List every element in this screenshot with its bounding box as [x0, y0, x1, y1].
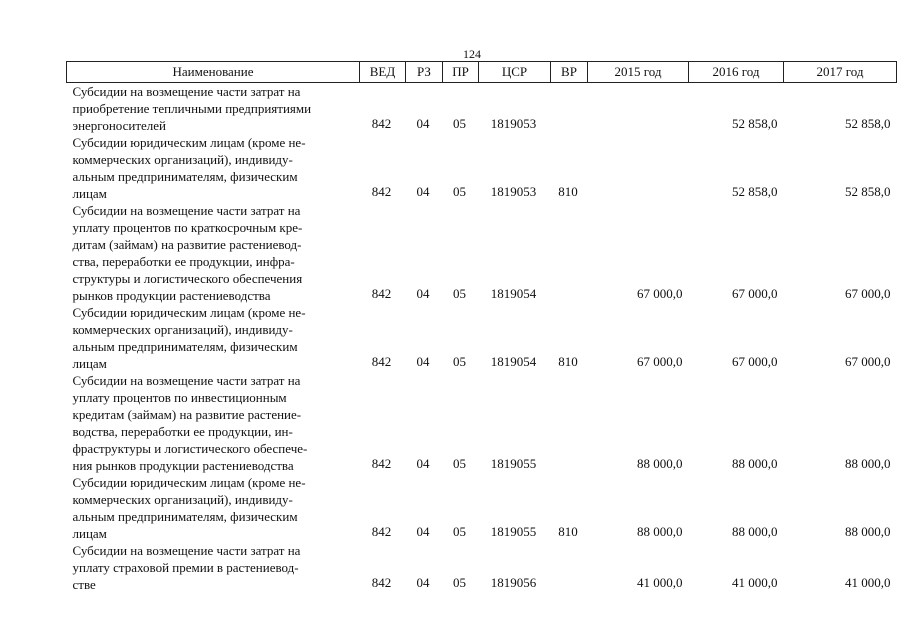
- row-name-line: ния рынков продукции растениеводства: [72, 458, 294, 473]
- row-name-line: ства, переработки ее продукции, инфра-: [72, 254, 295, 269]
- cell-y2016: 41 000,0: [732, 575, 778, 590]
- table-row: [67, 83, 897, 135]
- table-row: [67, 134, 897, 202]
- row-name-line: Субсидии юридическим лицам (кроме не-: [72, 305, 306, 320]
- cell-pr: 05: [453, 184, 466, 199]
- cell-y2016: 67 000,0: [732, 286, 778, 301]
- row-name-line: Субсидии на возмещение части затрат на: [72, 84, 301, 99]
- row-name-line: лицам: [72, 186, 107, 201]
- cell-y2017: 41 000,0: [845, 575, 891, 590]
- row-name-line: рынков продукции растениеводства: [72, 288, 271, 303]
- row-name-line: структуры и логистического обеспечения: [72, 271, 303, 286]
- cell-rz: 04: [416, 286, 430, 301]
- row-name-line: коммерческих организаций), индивиду-: [72, 152, 293, 167]
- header-2016: 2016 год: [689, 62, 784, 83]
- cell-y2015: [588, 83, 689, 135]
- row-name-line: альным предпринимателям, физическим: [72, 169, 298, 184]
- cell-y2017: 67 000,0: [845, 354, 891, 369]
- table-row: [67, 304, 897, 372]
- cell-rz: 04: [416, 575, 430, 590]
- cell-csr: 1819056: [490, 575, 537, 590]
- cell-ved: 842: [371, 354, 392, 369]
- cell-y2015: 67 000,0: [637, 286, 683, 301]
- row-name-line: уплату процентов по краткосрочным кре-: [72, 220, 303, 235]
- cell-y2017: 52 858,0: [845, 184, 891, 199]
- row-name-line: приобретение тепличными предприятиями: [72, 101, 312, 116]
- cell-csr: 1819053: [490, 116, 537, 131]
- table-header-row: [67, 62, 897, 83]
- row-name: [67, 83, 360, 135]
- cell-y2017: 52 858,0: [845, 116, 891, 131]
- cell-y2016: 88 000,0: [732, 524, 778, 539]
- cell-pr: 05: [453, 116, 466, 131]
- row-name-line: энергоносителей: [72, 118, 166, 133]
- header-pr: ПР: [443, 62, 479, 83]
- cell-rz: 04: [416, 116, 430, 131]
- page-number: 124: [463, 47, 481, 61]
- row-name-line: лицам: [72, 356, 107, 371]
- header-name: Наименование: [67, 62, 360, 83]
- row-name-line: коммерческих организаций), индивиду-: [72, 492, 293, 507]
- cell-vr: [551, 83, 588, 135]
- cell-rz: 04: [416, 184, 430, 199]
- cell-csr: 1819054: [490, 354, 537, 369]
- cell-ved: 842: [371, 184, 392, 199]
- cell-y2016: 52 858,0: [732, 184, 778, 199]
- cell-pr: 05: [453, 456, 466, 471]
- cell-rz: 04: [416, 354, 430, 369]
- row-name-line: кредитам (займам) на развитие растение-: [72, 407, 302, 422]
- table-row: [67, 372, 897, 474]
- header-2017: 2017 год: [784, 62, 897, 83]
- cell-y2016: 88 000,0: [732, 456, 778, 471]
- row-name-line: Субсидии на возмещение части затрат на: [72, 373, 301, 388]
- row-name: [67, 542, 360, 593]
- row-name-line: уплату процентов по инвестиционным: [72, 390, 287, 405]
- cell-y2015: 88 000,0: [637, 524, 683, 539]
- table-row: [67, 542, 897, 593]
- cell-vr: [551, 202, 588, 304]
- cell-y2017: 67 000,0: [845, 286, 891, 301]
- cell-y2015: [588, 134, 689, 202]
- row-name-line: альным предпринимателям, физическим: [72, 339, 298, 354]
- cell-pr: 05: [453, 524, 466, 539]
- cell-y2015: 88 000,0: [637, 456, 683, 471]
- cell-csr: 1819055: [490, 524, 537, 539]
- cell-vr: [551, 542, 588, 593]
- row-name-line: фраструктуры и логистического обеспече-: [72, 441, 308, 456]
- header-rz: РЗ: [406, 62, 443, 83]
- budget-table: [66, 61, 897, 593]
- header-csr: ЦСР: [479, 62, 551, 83]
- cell-y2016: 67 000,0: [732, 354, 778, 369]
- table-row: [67, 202, 897, 304]
- cell-vr: [551, 372, 588, 474]
- row-name: [67, 372, 360, 474]
- row-name-line: лицам: [72, 526, 107, 541]
- header-vr: ВР: [551, 62, 588, 83]
- cell-y2016: 52 858,0: [732, 116, 778, 131]
- header-2015: 2015 год: [588, 62, 689, 83]
- cell-vr: 810: [558, 524, 578, 539]
- row-name: [67, 134, 360, 202]
- cell-y2015: 41 000,0: [637, 575, 683, 590]
- row-name-line: коммерческих организаций), индивиду-: [72, 322, 293, 337]
- row-name-line: уплату страховой премии в растениевод-: [72, 560, 299, 575]
- cell-ved: 842: [371, 286, 392, 301]
- cell-pr: 05: [453, 354, 466, 369]
- cell-pr: 05: [453, 575, 466, 590]
- cell-y2017: 88 000,0: [845, 524, 891, 539]
- row-name-line: водства, переработки ее продукции, ин-: [72, 424, 293, 439]
- cell-ved: 842: [371, 456, 392, 471]
- cell-ved: 842: [371, 575, 392, 590]
- cell-csr: 1819055: [490, 456, 537, 471]
- row-name-line: Субсидии на возмещение части затрат на: [72, 203, 301, 218]
- cell-csr: 1819054: [490, 286, 537, 301]
- table-row: [67, 474, 897, 542]
- row-name-line: Субсидии на возмещение части затрат на: [72, 543, 301, 558]
- cell-vr: 810: [558, 354, 578, 369]
- cell-y2015: 67 000,0: [637, 354, 683, 369]
- row-name-line: альным предпринимателям, физическим: [72, 509, 298, 524]
- row-name-line: стве: [72, 577, 96, 592]
- row-name-line: Субсидии юридическим лицам (кроме не-: [72, 475, 306, 490]
- row-name: [67, 202, 360, 304]
- row-name-line: дитам (займам) на развитие растениевод-: [72, 237, 302, 252]
- row-name: [67, 474, 360, 542]
- cell-y2017: 88 000,0: [845, 456, 891, 471]
- cell-ved: 842: [371, 524, 392, 539]
- row-name: [67, 304, 360, 372]
- cell-vr: 810: [558, 184, 578, 199]
- cell-rz: 04: [416, 524, 430, 539]
- row-name-line: Субсидии юридическим лицам (кроме не-: [72, 135, 306, 150]
- header-ved: ВЕД: [360, 62, 406, 83]
- cell-rz: 04: [416, 456, 430, 471]
- cell-ved: 842: [371, 116, 392, 131]
- cell-pr: 05: [453, 286, 466, 301]
- cell-csr: 1819053: [490, 184, 537, 199]
